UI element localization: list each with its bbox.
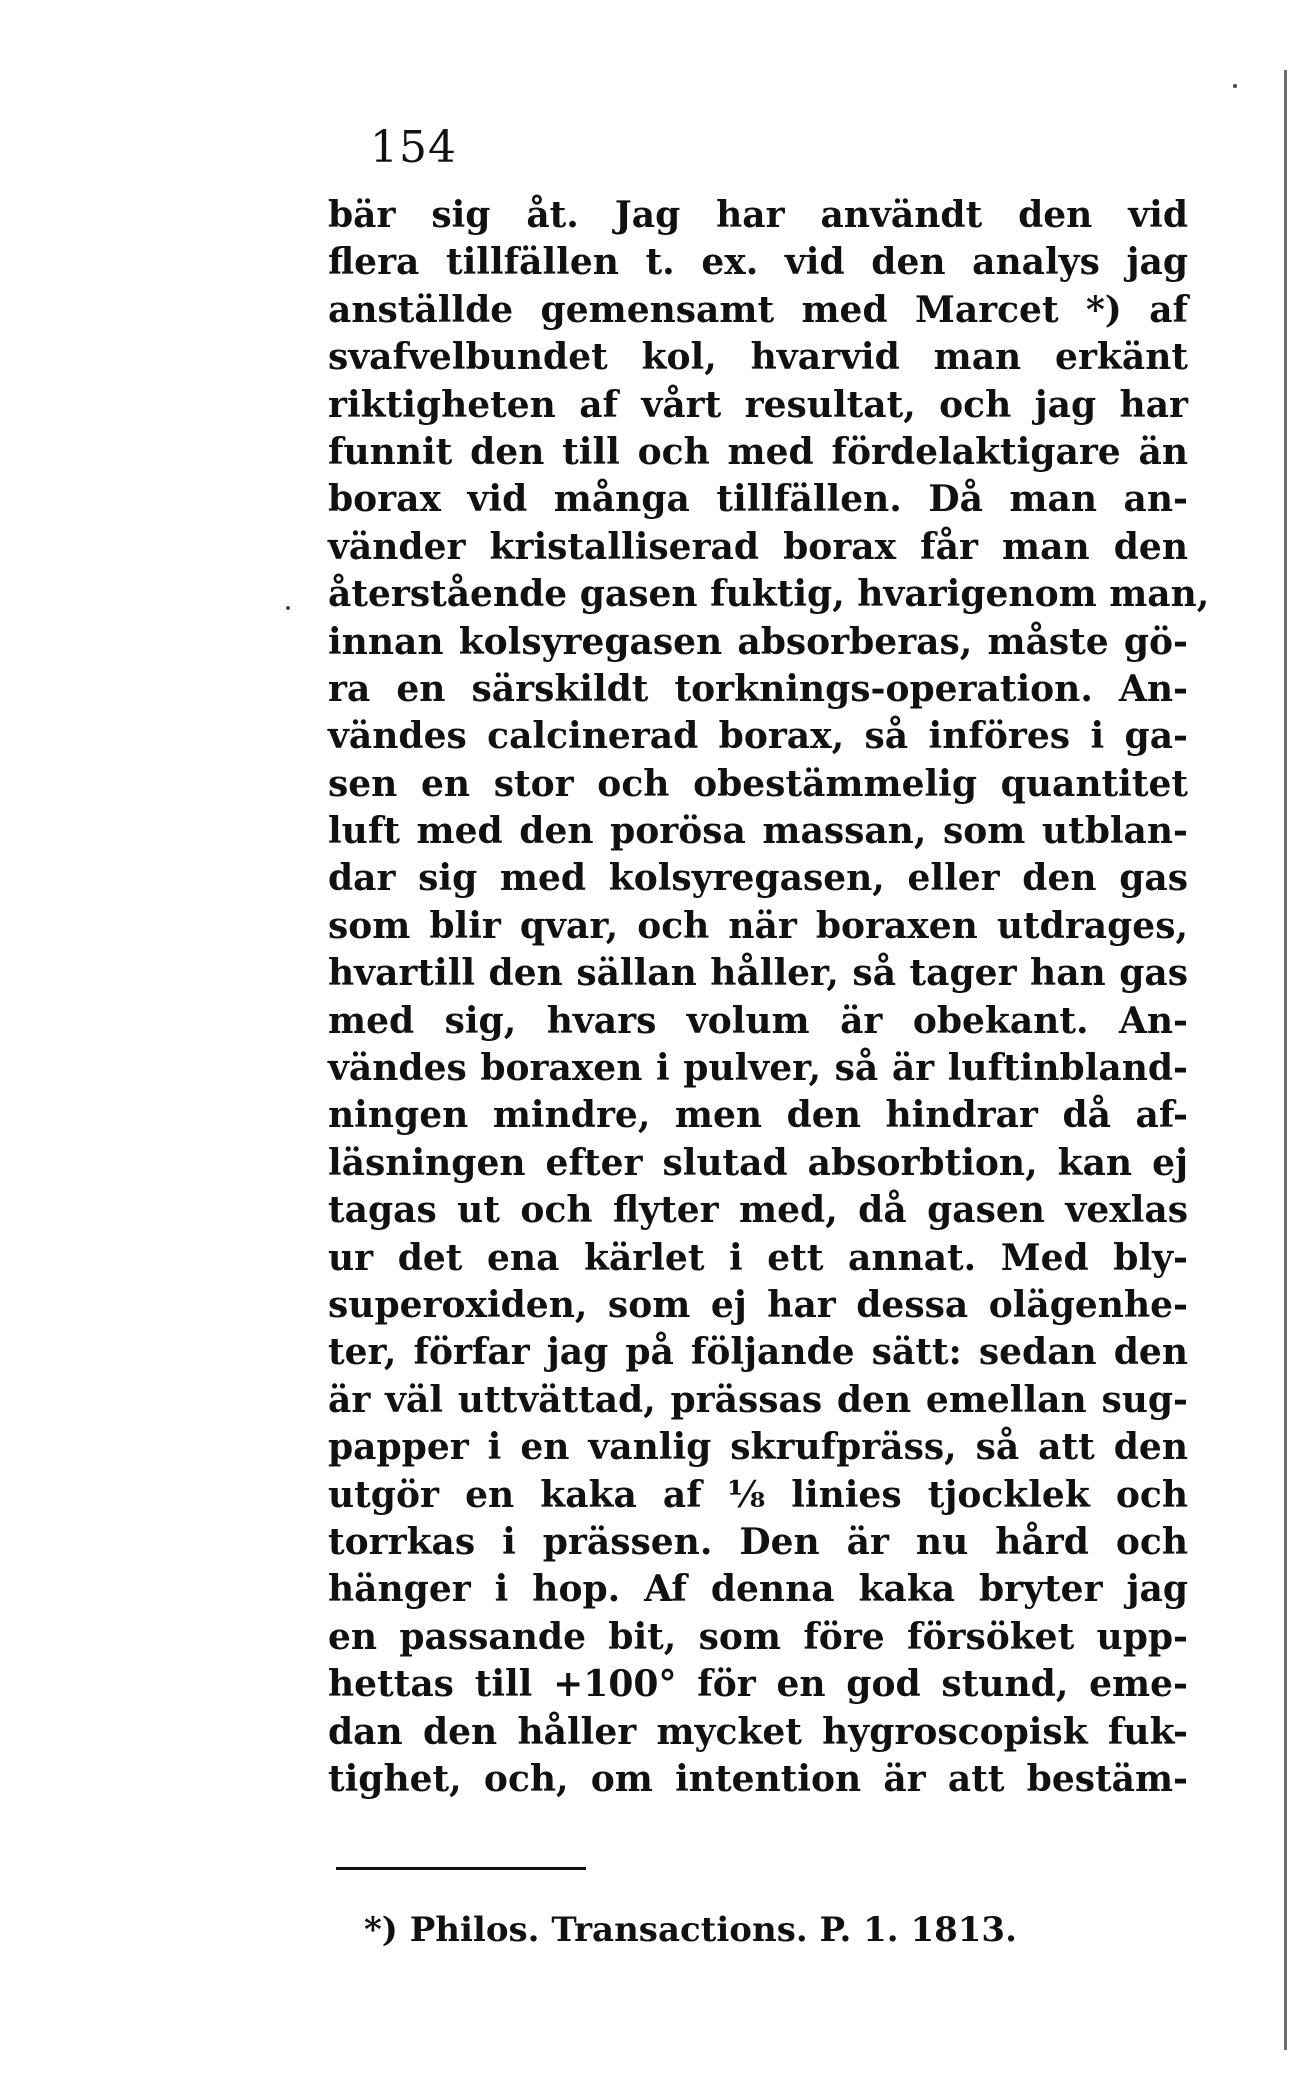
text-line: superoxiden, som ej har dessa olägenhe- bbox=[328, 1283, 1188, 1326]
text-line: luft med den porösa massan, som utblan- bbox=[328, 810, 1188, 853]
text-line: hänger i hop. Af denna kaka bryter jag bbox=[328, 1568, 1188, 1611]
footnote: *) Philos. Transactions. P. 1. 1813. bbox=[364, 1910, 1017, 1950]
text-line: tighet, och, om intention är att bestäm- bbox=[328, 1757, 1188, 1800]
text-line: papper i en vanlig skrufpräss, så att den bbox=[328, 1426, 1188, 1469]
text-line: borax vid många tillfällen. Då man an- bbox=[328, 478, 1188, 521]
text-line: sen en stor och obestämmelig quantitet bbox=[328, 762, 1188, 805]
text-line: ningen mindre, men den hindrar då af- bbox=[328, 1094, 1188, 1137]
text-line: en passande bit, som före försöket upp- bbox=[328, 1615, 1188, 1658]
page-number: 154 bbox=[370, 122, 457, 173]
text-line: dan den håller mycket hygroscopisk fuk- bbox=[328, 1710, 1188, 1753]
page-edge bbox=[1284, 70, 1287, 2050]
text-line: funnit den till och med fördelaktigare än bbox=[328, 430, 1188, 473]
text-line: flera tillfällen t. ex. vid den analys jag bbox=[328, 241, 1188, 284]
scan-speck bbox=[1233, 84, 1237, 88]
text-line: är väl uttvättad, prässas den emellan sug- bbox=[328, 1378, 1188, 1421]
text-line: torrkas i prässen. Den är nu hård och bbox=[328, 1520, 1188, 1563]
text-line: utgör en kaka af ⅛ linies tjocklek och bbox=[328, 1473, 1188, 1516]
text-line: tagas ut och flyter med, då gasen vexlas bbox=[328, 1189, 1188, 1232]
text-line: med sig, hvars volum är obekant. An- bbox=[328, 999, 1188, 1042]
text-line: riktigheten af vårt resultat, och jag har bbox=[328, 383, 1188, 426]
text-line: vändes calcinerad borax, så införes i ga- bbox=[328, 715, 1188, 758]
text-line: ter, förfar jag på följande sätt: sedan den bbox=[328, 1331, 1188, 1374]
text-line: läsningen efter slutad absorbtion, kan ej bbox=[328, 1141, 1188, 1184]
text-line: återstående gasen fuktig, hvarigenom man, bbox=[328, 573, 1210, 616]
text-line: ur det ena kärlet i ett annat. Med bly- bbox=[328, 1236, 1188, 1279]
text-line: hvartill den sällan håller, så tager han gas bbox=[328, 952, 1188, 995]
text-line: ra en särskildt torknings-operation. An- bbox=[328, 667, 1188, 710]
footnote-divider bbox=[336, 1867, 586, 1870]
body-text bbox=[328, 192, 1210, 1803]
text-line: vändes boraxen i pulver, så är luftinbland- bbox=[328, 1047, 1188, 1090]
text-line: innan kolsyregasen absorberas, måste gö- bbox=[328, 620, 1188, 663]
text-line: vänder kristalliserad borax får man den bbox=[328, 525, 1188, 568]
scan-speck bbox=[286, 606, 290, 610]
text-line: dar sig med kolsyregasen, eller den gas bbox=[328, 857, 1188, 900]
text-line: svafvelbundet kol, hvarvid man erkänt bbox=[328, 336, 1188, 379]
text-line: bär sig åt. Jag har användt den vid bbox=[328, 194, 1188, 236]
text-line: anställde gemensamt med Marcet *) af bbox=[328, 288, 1188, 331]
text-line: som blir qvar, och när boraxen utdrages, bbox=[328, 904, 1188, 947]
text-line: hettas till +100° för en god stund, eme- bbox=[328, 1663, 1188, 1706]
